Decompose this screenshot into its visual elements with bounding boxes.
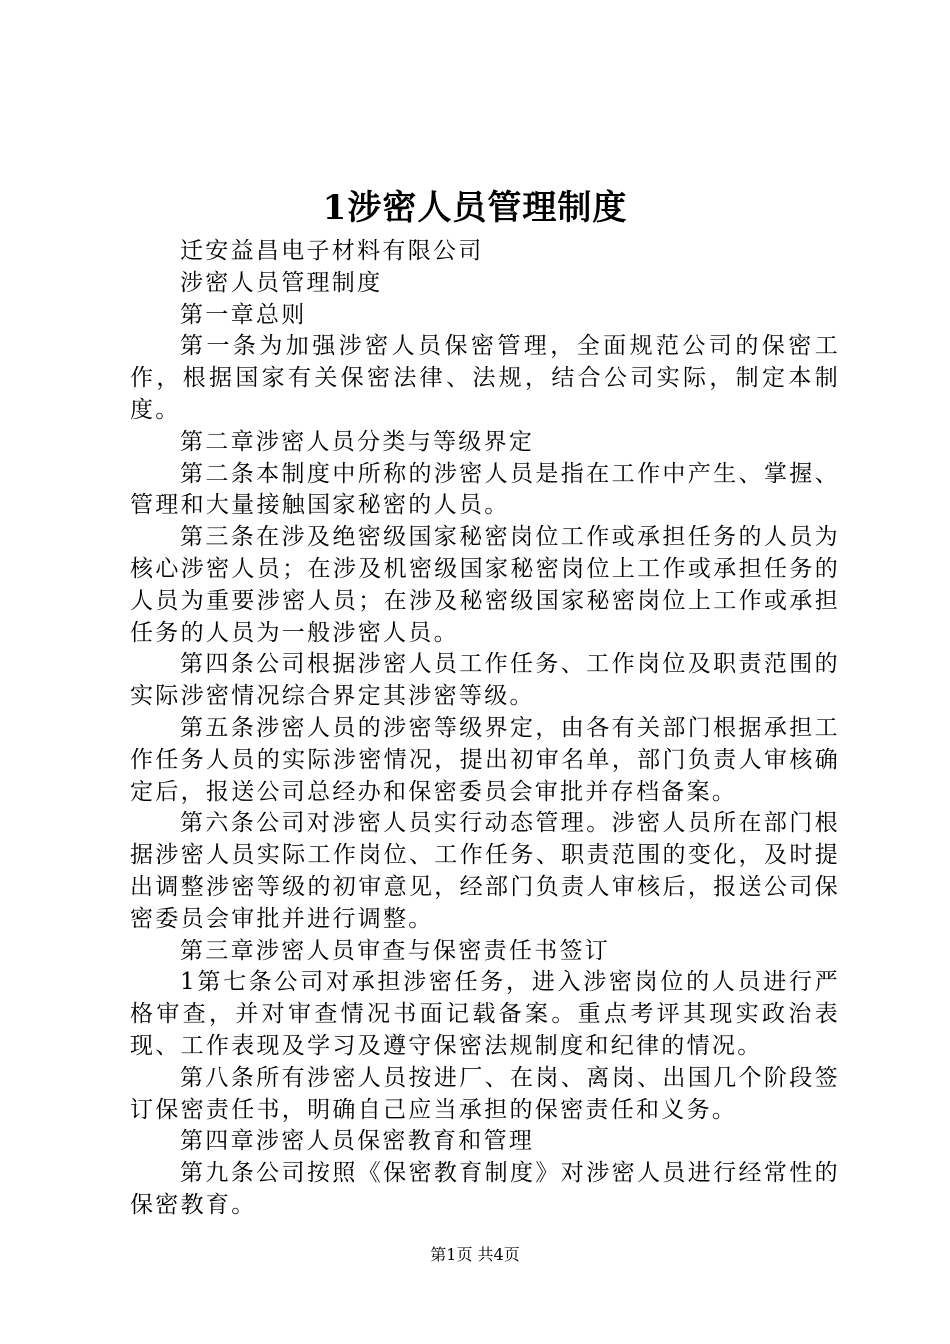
article-paragraph: 第九条公司按照《保密教育制度》对涉密人员进行经常性的保密教育。: [130, 1160, 840, 1218]
chapter-heading: 第三章涉密人员审查与保密责任书签订: [180, 937, 611, 964]
chapter-heading: 第四章涉密人员保密教育和管理: [180, 1128, 535, 1155]
article-paragraph: 第一条为加强涉密人员保密管理，全面规范公司的保密工作，根据国家有关保密法律、法规，结合公司实际，制定本制度。: [130, 333, 840, 423]
chapter-heading: 第一章总则: [180, 301, 307, 328]
article-paragraph: 第五条涉密人员的涉密等级界定，由各有关部门根据承担工作任务人员的实际涉密情况，提出初审名单，部门负责人审核确定后，报送公司总经办和保密委员会审批并存档备案。: [130, 714, 840, 805]
article-paragraph: 第四条公司根据涉密人员工作任务、工作岗位及职责范围的实际涉密情况综合界定其涉密等级。: [130, 651, 840, 710]
article-paragraph: 第二条本制度中所称的涉密人员是指在工作中产生、掌握、管理和大量接触国家秘密的人员。: [130, 460, 840, 519]
article-paragraph: 1第七条公司对承担涉密任务，进入涉密岗位的人员进行严格审查，并对审查情况书面记载备案。重点考评其现实政治表现、工作表现及学习及遵守保密法规制度和纪律的情况。: [130, 969, 840, 1059]
article-paragraph: 第六条公司对涉密人员实行动态管理。涉密人员所在部门根据涉密人员实际工作岗位、工作任务、职责范围的变化，及时提出调整涉密等级的初审意见，经部门负责人审核后，报送公司保密委员会审批并进行调整。: [130, 810, 840, 932]
document-title: 1涉密人员管理制度: [322, 188, 628, 228]
page-number-footer: 第1页 共4页: [430, 1245, 520, 1264]
chapter-heading: 第二章涉密人员分类与等级界定: [180, 428, 535, 455]
article-paragraph: 第三条在涉及绝密级国家秘密岗位工作或承担任务的人员为核心涉密人员；在涉及机密级国家秘密岗位上工作或承担任务的人员为重要涉密人员；在涉及秘密级国家秘密岗位上工作或承担任务的人员为一般涉密人员。: [130, 524, 840, 646]
document-subtitle: 涉密人员管理制度: [180, 269, 383, 296]
document-body: [130, 236, 840, 1222]
article-paragraph: 第八条所有涉密人员按进厂、在岗、离岗、出国几个阶段签订保密责任书，明确自己应当承担的保密责任和义务。: [130, 1064, 840, 1123]
company-name: 迁安益昌电子材料有限公司: [180, 238, 484, 264]
